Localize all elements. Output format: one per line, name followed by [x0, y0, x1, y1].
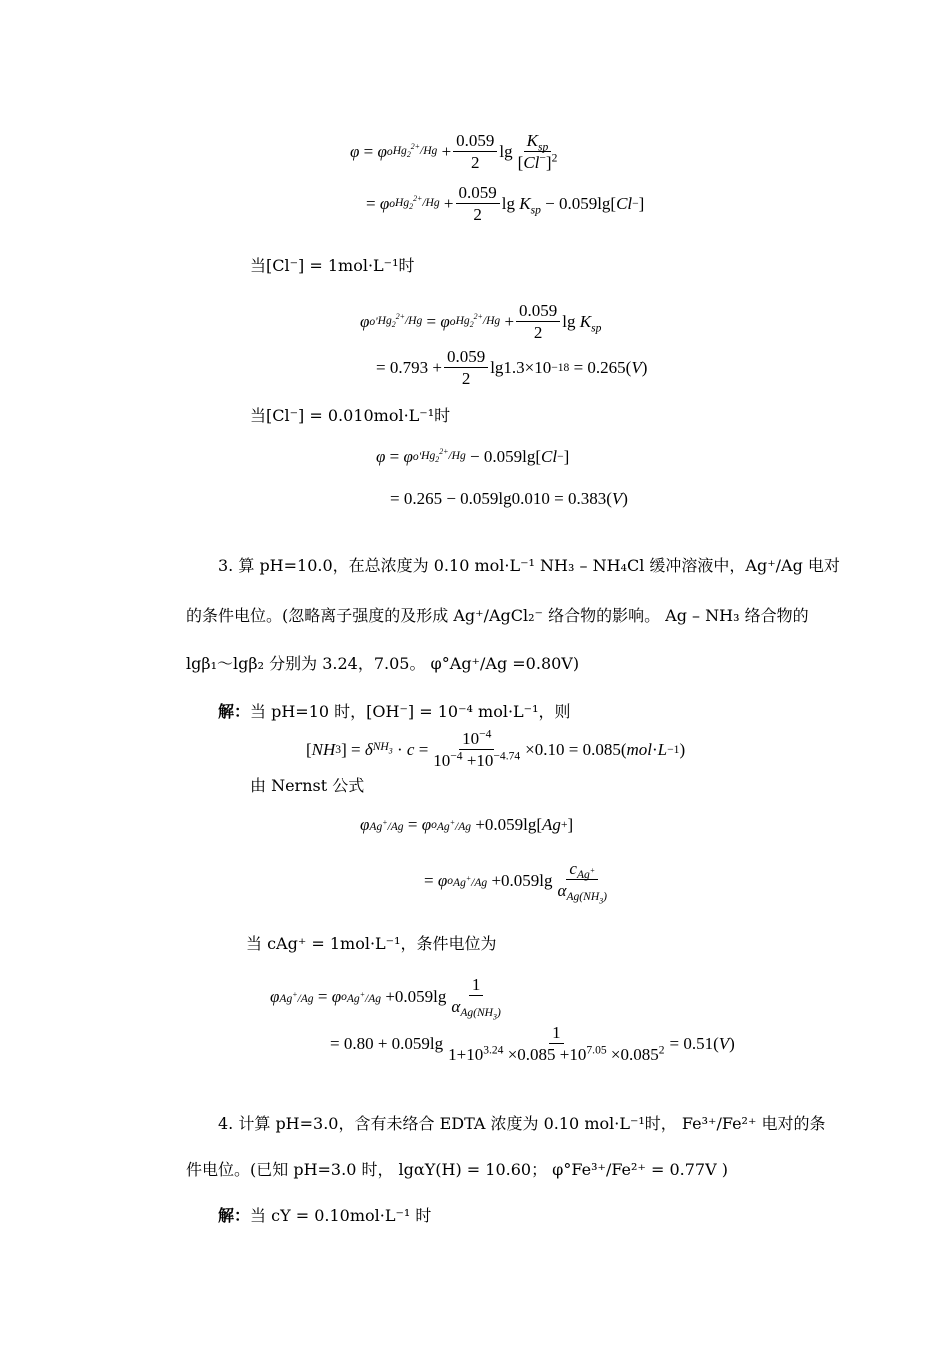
q4-solution-text: 当 cY = 0.10mol·L⁻¹ 时: [250, 1206, 432, 1225]
equation-phi-hg-2: = φ o $Hg_2^{2+}/Hg$ + $\frac{0.059}{2}$ lg $K_{sp}$ − 0.059lg[ Cl − ]: [366, 183, 645, 224]
q4-solution-line: [218, 1206, 431, 1225]
equation-phi-hg-1: φ = φ o $Hg_2^{2+}/Hg$ + $\frac{0.059}{2}$ lg $\frac{K_{sp}}{[Cl^-]^2}$: [350, 131, 558, 172]
question-3-line-1: 3. 算 pH=10.0，在总浓度为 0.10 mol·L⁻¹ NH₃ – NH₄Cl 缓冲溶液中，Ag⁺/Ag 电对: [218, 556, 840, 575]
equation-phi-cl-2: = 0.265 − 0.059lg0.010 = 0.383( V ): [390, 489, 628, 508]
equation-phi-cl-1: φ = φ o' $Hg_2^{2+}/Hg$ − 0.059lg[ Cl − ]: [376, 447, 570, 466]
solution-label: 解：: [218, 702, 251, 721]
question-4-line-1: 4. 计算 pH=3.0，含有未络合 EDTA 浓度为 0.10 mol·L⁻¹时， Fe³⁺/Fe²⁺ 电对的条: [218, 1114, 826, 1133]
equation-conditional-1: φ Ag+/Ag = φ o Ag+/Ag +0.059lg $\frac{1}{\alpha_{Ag(NH_3)}}$: [270, 975, 501, 1022]
question-4-line-2: 件电位。(已知 pH=3.0 时， lgαY(H) = 10.60； φ°Fe³⁺/Fe²⁺ = 0.77V ): [186, 1160, 728, 1179]
q3-solution-line: [218, 702, 571, 721]
equation-nh3-concentration: [ NH 3 ] = δ $NH_3$ · c = $\frac{10^{-4}}{10^{-4} +10^{-4.74}}$ ×0.10 = 0.085( mol · L −1 ): [306, 727, 686, 770]
condition-cag: 当 cAg⁺ = 1mol·L⁻¹，条件电位为: [246, 934, 497, 953]
equation-nernst-1: φ Ag+/Ag = φ o Ag+/Ag +0.059lg[ Ag + ]: [360, 815, 574, 834]
equation-phi-prime-2: = 0.793 + $\frac{0.059}{2}$ lg1.3×10 −18 = 0.265( V ): [376, 347, 648, 388]
equation-phi-prime-1: φ o' $Hg_2^{2+}/Hg$ = φ o $Hg_2^{2+}/Hg$ + $\frac{0.059}{2}$ lg $K_{sp}$: [360, 301, 602, 342]
equation-conditional-2: = 0.80 + 0.059lg $\frac{1}{1+10^{3.24} \times 0.085 +10^{7.05} \times 0.085^2}$ = 0.51( V ): [330, 1023, 735, 1064]
condition-cl-1: 当[Cl⁻] = 1mol·L⁻¹时: [250, 256, 415, 275]
question-3-line-2: 的条件电位。(忽略离子强度的及形成 Ag⁺/AgCl₂⁻ 络合物的影响。 Ag – NH₃ 络合物的: [186, 606, 809, 625]
condition-cl-001: 当[Cl⁻] = 0.010mol·L⁻¹时: [250, 406, 451, 425]
equation-nernst-2: = φ o Ag+/Ag +0.059lg $\frac{c_{Ag^+}}{\alpha_{Ag(NH_3)}}$: [424, 859, 607, 906]
nernst-text: 由 Nernst 公式: [250, 776, 365, 795]
q3-solution-text: 当 pH=10 时，[OH⁻] = 10⁻⁴ mol·L⁻¹，则: [250, 702, 571, 721]
solution-label-q4: 解：: [218, 1206, 251, 1225]
question-3-line-3: lgβ₁～lgβ₂ 分别为 3.24，7.05。 φ°Ag⁺/Ag =0.80V): [186, 654, 580, 673]
